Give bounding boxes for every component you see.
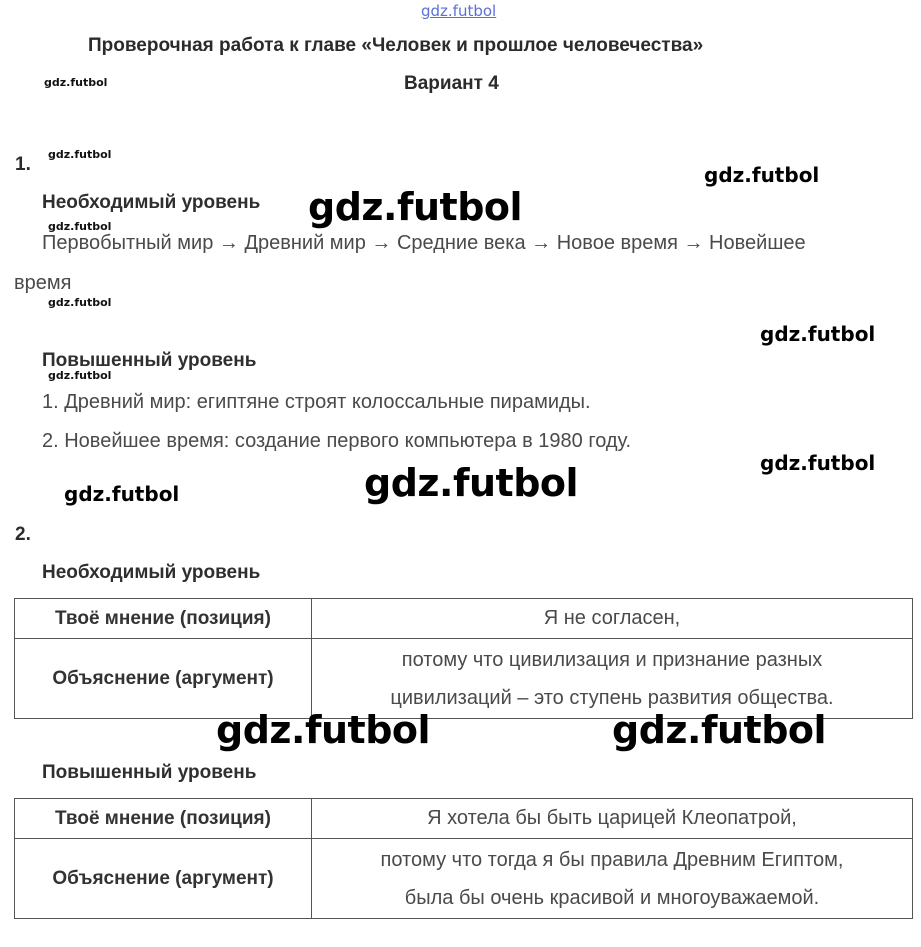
task-1-number: 1. [15,154,31,175]
task-2-advanced-heading: Повышенный уровень [42,762,257,783]
position-value: Я не согласен, [312,599,913,639]
argument-value [312,839,913,919]
task-1-advanced-item: 2. Новейшее время: создание первого компьютера в 1980 году. [42,430,632,452]
watermark: gdz.futbol [760,322,876,346]
watermark: gdz.futbol [44,76,108,89]
table-row [15,799,913,839]
variant-label: Вариант 4 [404,73,499,94]
task-1-advanced-heading: Повышенный уровень [42,350,257,371]
table-row [15,639,913,719]
watermark: gdz.futbol [760,451,876,475]
page-title: Проверочная работа к главе «Человек и прошлое человечества» [88,35,704,56]
watermark: gdz.futbol [308,185,523,229]
watermark: gdz.futbol [48,369,112,382]
task-1-required-text-line1: Первобытный мир → Древний мир → Средние века → Новое время → Новейшее [42,232,806,254]
argument-value [312,639,913,719]
watermark: gdz.futbol [48,220,112,233]
watermark: gdz.futbol [48,296,112,309]
task-2-required-heading: Необходимый уровень [42,562,261,583]
argument-line: потому что цивилизация и признание разных [401,648,823,671]
watermark-link[interactable]: gdz.futbol [421,2,497,20]
argument-line: потому что тогда я бы правила Древним Египтом, [380,848,844,871]
watermark: gdz.futbol [364,461,579,505]
argument-line: цивилизаций – это ступень развития общества. [390,686,834,709]
position-label: Твоё мнение (позиция) [15,599,312,639]
task-1-required-heading: Необходимый уровень [42,192,261,213]
argument-line: была бы очень красивой и многоуважаемой. [404,886,820,909]
table-row [15,599,913,639]
task-1-advanced-item: 1. Древний мир: египтяне строят колоссальные пирамиды. [42,391,591,413]
task-2-number: 2. [15,524,31,545]
position-label: Твоё мнение (позиция) [15,799,312,839]
task-2-advanced-table [14,798,913,919]
watermark: gdz.futbol [64,482,180,506]
watermark: gdz.futbol [48,148,112,161]
argument-label: Объяснение (аргумент) [15,639,312,719]
watermark: gdz.futbol [612,708,827,752]
task-2-required-table [14,598,913,719]
table-row [15,839,913,919]
argument-label: Объяснение (аргумент) [15,839,312,919]
position-value: Я хотела бы быть царицей Клеопатрой, [312,799,913,839]
task-1-required-text-line2: время [14,272,72,294]
watermark: gdz.futbol [216,708,431,752]
watermark: gdz.futbol [704,163,820,187]
